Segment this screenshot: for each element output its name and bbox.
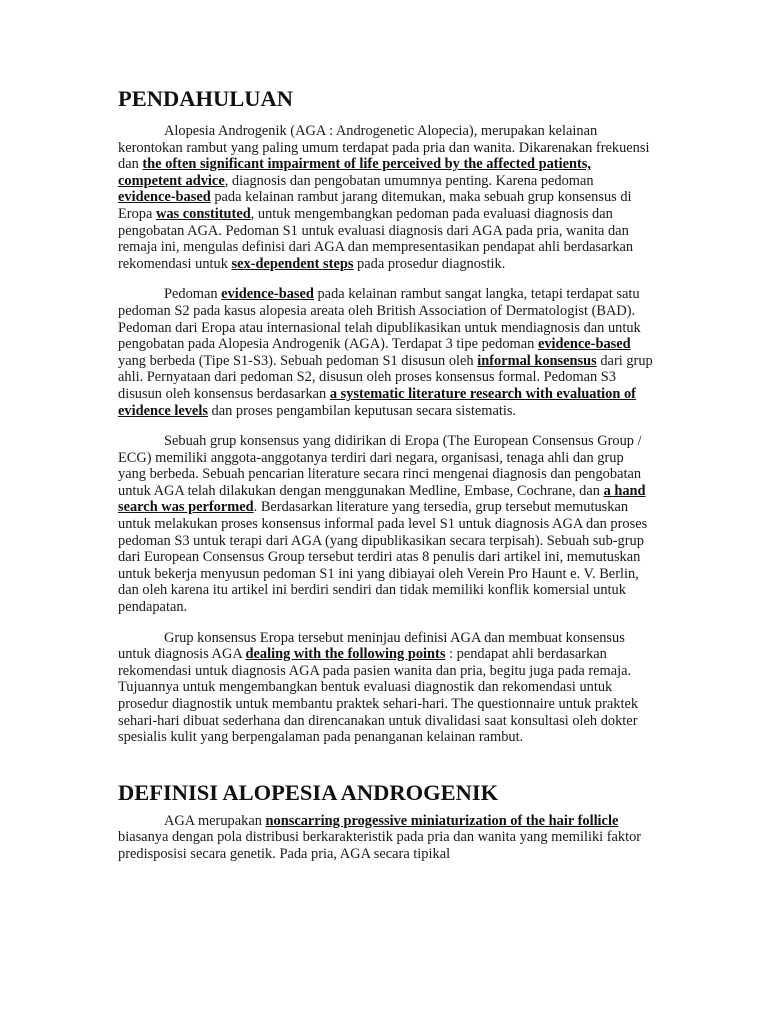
- underlined-phrase: informal konsensus: [477, 352, 597, 369]
- underlined-phrase: dealing with the following points: [245, 646, 446, 663]
- text-run: pada prosedur diagnostik.: [353, 255, 506, 272]
- text-run: Sebuah grup konsensus yang didirikan di Eropa (The European Consensus Group / ECG) memiliki anggota-anggotanya terdiri dari negara, organisasi, tenaga ahli dan grup yang berbeda. Sebuah pencarian literature secara rinci mengenai diagnosis dan pengobatan untuk AGA telah dilakukan dengan menggunakan Medline, Embase, Cochrane, dan: [118, 433, 642, 499]
- text-run: AGA merupakan: [164, 812, 266, 829]
- underlined-phrase: evidence-based: [221, 286, 314, 303]
- text-run: pada kelainan rambut sangat langka, tetapi terdapat satu pedoman S2 pada kasus alopesia areata oleh British Association of Dermatologist (BAD). Pedoman dari Eropa atau internasional telah dipublikasikan untuk mendiagnosis dan untuk pengobatan pada Alopesia Androgenik (AGA). Terdapat 3 tipe pedoman: [118, 286, 641, 353]
- underlined-phrase: evidence-based: [537, 336, 631, 353]
- underlined-phrase: sex-dependent steps: [231, 255, 354, 272]
- text-run: biasanya dengan pola distribusi berkarakteristik pada pria dan wanita yang memiliki faktor predisposisi secara genetik. Pada pria, AGA secara tipikal: [118, 829, 642, 862]
- underlined-phrase: a systematic literature research with evaluation of evidence levels: [118, 385, 636, 419]
- paragraph: [118, 286, 654, 419]
- paragraph: [118, 813, 654, 863]
- text-run: : pendapat ahli berdasarkan rekomendasi untuk diagnosis AGA pada pasien wanita dan pria, begitu juga pada remaja. Tujuannya untuk mengembangkan bentuk evaluasi diagnostik dan rekomendasi untuk prosedur diagnostik untuk membantu praktek sehari-hari. The questionnaire untuk praktek sehari-hari dibuat sederhana dan direncanakan untuk divalidasi saat konsultasi oleh dokter spesialis kulit yang berpengalaman pada penanganan kelainan rambut.: [118, 646, 639, 746]
- text-run: dan proses pengambilan keputusan secara sistematis.: [207, 402, 517, 419]
- paragraph: [118, 433, 654, 616]
- paragraph: [118, 123, 654, 272]
- text-run: pada kelainan rambut jarang ditemukan, maka sebuah grup konsensus di Eropa: [118, 189, 632, 222]
- document-page: [118, 84, 654, 877]
- heading-definisi: DEFINISI ALOPESIA ANDROGENIK: [118, 779, 499, 805]
- heading-pendahuluan: PENDAHULUAN: [118, 86, 294, 111]
- paragraph: [118, 630, 654, 746]
- text-run: dari grup ahli. Pernyataan dari pedoman S2, disusun oleh proses konsensus formal. Pedoman S3 disusun oleh konsensus berdasarkan: [118, 352, 653, 402]
- text-run: Alopesia Androgenik (AGA : Androgenetic Alopecia), merupakan kelainan kerontokan rambut yang paling umum terdapat pada pria dan wanita. Dikarenakan frekuensi dan: [118, 123, 650, 173]
- underlined-phrase: evidence-based: [118, 189, 211, 206]
- underlined-phrase: was constituted: [155, 205, 251, 222]
- underlined-phrase: the often significant impairment of life perceived by the affected patients, competent advice: [118, 156, 591, 189]
- underlined-phrase: nonscarring progessive miniaturization of the hair follicle: [265, 812, 619, 829]
- text-run: , diagnosis dan pengobatan umumnya penting. Karena pedoman: [224, 172, 594, 189]
- text-run: Grup konsensus Eropa tersebut meninjau definisi AGA dan membuat konsensus untuk diagnosis AGA: [118, 629, 625, 663]
- text-run: yang berbeda (Tipe S1-S3). Sebuah pedoman S1 disusun oleh: [118, 352, 478, 369]
- text-run: Pedoman: [164, 286, 222, 303]
- text-run: . Berdasarkan literature yang tersedia, grup tersebut memutuskan untuk melakukan proses konsensus informal pada level S1 untuk diagnosis AGA dan proses pedoman S3 untuk terapi dari AGA (yang dipublikasikan secara terpisah). Sebuah sub-grup dari European Consensus Group tersebut terdiri atas 8 penulis dari artikel ini, memutuskan untuk bekerja menyusun pedoman S1 ini yang dibiayai oleh Verein Pro Haunt e. V. Berlin, dan oleh karena itu artikel ini berdiri sendiri dan tidak memiliki konflik komersial untuk pendapatan.: [118, 499, 648, 616]
- underlined-phrase: a hand search was performed: [118, 482, 646, 516]
- text-run: , untuk mengembangkan pedoman pada evaluasi diagnosis dan pengobatan AGA. Pedoman S1 untuk evaluasi diagnosis dari AGA pada pria, wanita dan remaja ini, mengulas definisi dari AGA dan mempresentasikan pendapat ahli berdasarkan rekomendasi untuk: [118, 205, 634, 272]
